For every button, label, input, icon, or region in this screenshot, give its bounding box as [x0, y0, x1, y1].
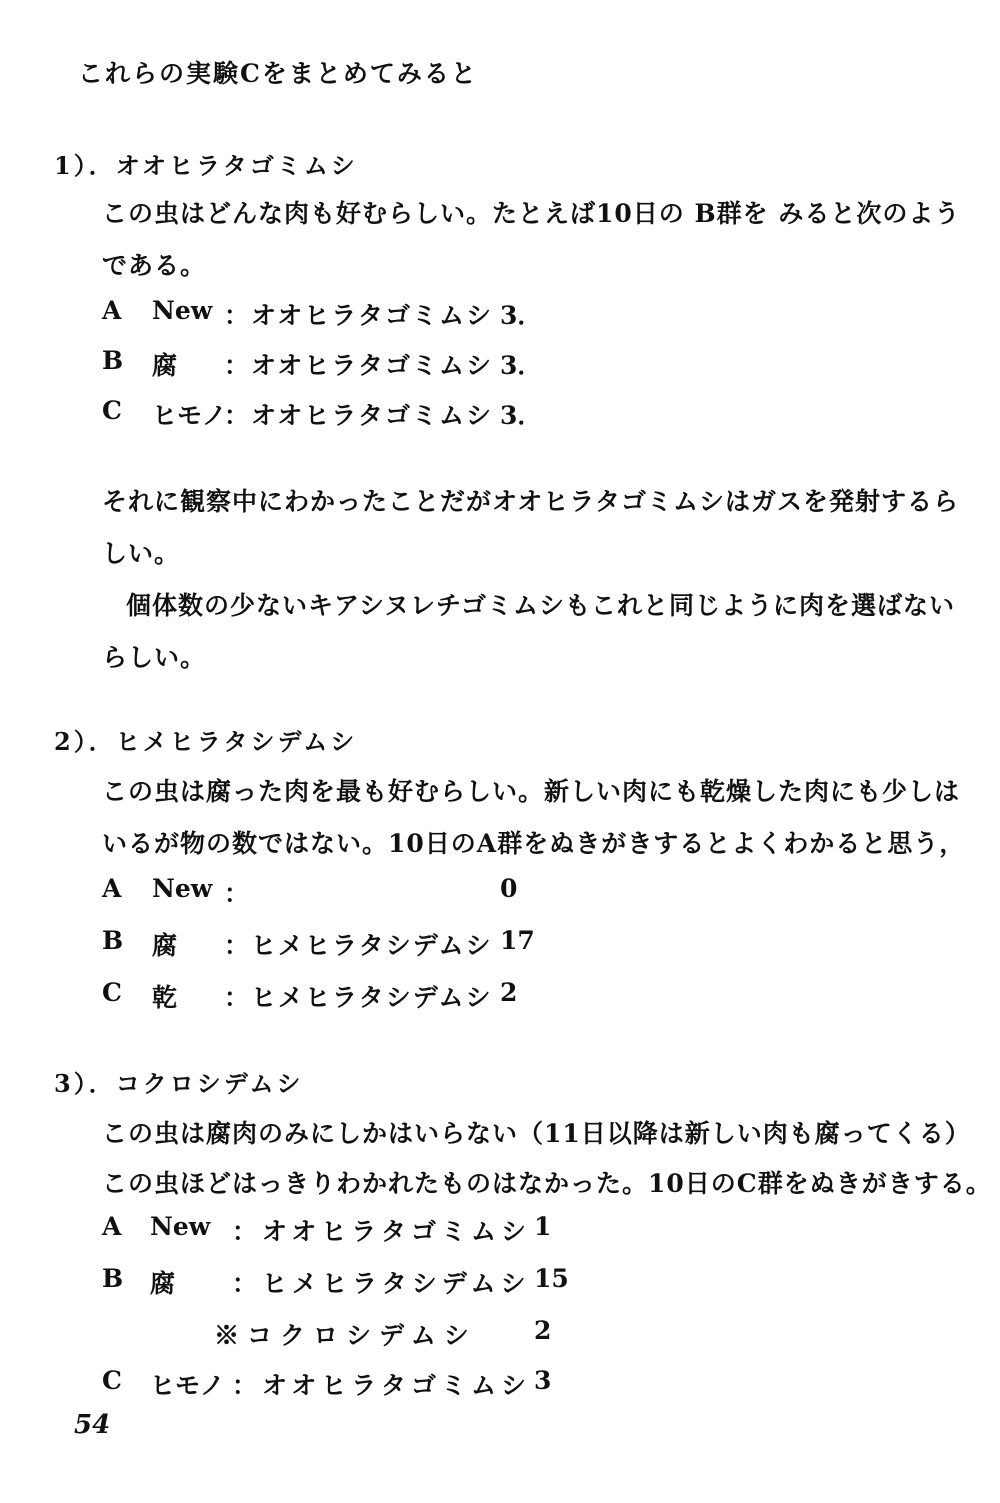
food-label: ヒモノ: [152, 401, 227, 430]
section-2-paragraph-line-1: この虫は腐った肉を最も好むらしい。新しい肉にも乾燥した肉にも少しは: [102, 777, 961, 806]
species-name: ：ヒメヒラタシデムシ: [224, 983, 493, 1012]
food-label: 腐: [152, 351, 178, 380]
count-value: 3: [534, 1366, 552, 1395]
section-3-paragraph-line-1: この虫は腐肉のみにしかはいらない（11日以降は新しい肉も腐ってくる）: [102, 1119, 971, 1148]
food-label: New: [150, 1212, 211, 1241]
section-1-note-line-1: それに観察中にわかったことだがオオヒラタゴミムシはガスを発射するら: [102, 487, 960, 516]
group-label: A: [102, 1212, 122, 1241]
section-3-heading: 3）．コクロシデムシ: [54, 1069, 304, 1098]
group-label: B: [102, 346, 124, 375]
section-1-paragraph-line-1: この虫はどんな肉も好むらしい。たとえば10日の B群を みると次のよう: [102, 199, 961, 228]
food-label: ヒモノ: [150, 1371, 225, 1400]
section-1-note-line-2: しい。: [102, 539, 181, 568]
species-name: ：オオヒラタゴミムシ: [224, 401, 494, 430]
food-label: New: [152, 296, 213, 325]
food-label: 腐: [152, 931, 178, 960]
count-value: 0: [500, 874, 518, 903]
group-label: C: [102, 978, 122, 1007]
section-2-paragraph-line-2: いるが物の数ではない。10日のA群をぬきがきするとよくわかると思う，: [102, 829, 966, 858]
page-number: 54: [74, 1410, 111, 1440]
count-value: 3．: [500, 401, 543, 430]
species-name: ：ヒメヒラタシデムシ: [232, 1269, 531, 1298]
species-name: ：オオヒラタゴミムシ: [232, 1217, 532, 1246]
group-label: C: [102, 1366, 122, 1395]
group-label: B: [102, 1264, 124, 1293]
section-1-note-line-3: 個体数の少ないキアシヌレチゴミムシもこれと同じように肉を選ばない: [126, 591, 956, 620]
count-value: 3．: [500, 301, 543, 330]
food-label: 乾: [152, 983, 178, 1012]
species-name: ：ヒメヒラタシデムシ: [224, 931, 493, 960]
count-value: 2: [500, 978, 518, 1007]
intro-line: これらの実験Cをまとめてみると: [78, 59, 478, 88]
food-label: New: [152, 874, 213, 903]
species-name: ：: [224, 879, 252, 908]
group-label: A: [102, 874, 122, 903]
count-value: 3．: [500, 351, 543, 380]
count-value: 1: [534, 1212, 552, 1241]
group-label: C: [102, 396, 122, 425]
group-label: A: [102, 296, 122, 325]
food-label: 腐: [150, 1269, 176, 1298]
section-1-note-line-4: らしい。: [102, 643, 207, 672]
species-name: ：オオヒラタゴミムシ: [224, 301, 494, 330]
section-3-paragraph-line-2: この虫ほどはっきりわかれたものはなかった。10日のC群をぬきがきする。: [102, 1169, 992, 1198]
count-value: 2: [534, 1316, 552, 1345]
section-1-heading: 1）．オオヒラタゴミムシ: [54, 151, 358, 180]
count-value: 15: [534, 1264, 569, 1293]
species-name: ※コクロシデムシ: [214, 1321, 477, 1350]
group-label: B: [102, 926, 124, 955]
section-2-heading: 2）．ヒメヒラタシデムシ: [54, 727, 358, 756]
species-name: ：オオヒラタゴミムシ: [224, 351, 494, 380]
species-name: ：オオヒラタゴミムシ: [232, 1371, 532, 1400]
count-value: 17: [500, 926, 535, 955]
section-1-paragraph-line-2: である。: [102, 251, 207, 280]
